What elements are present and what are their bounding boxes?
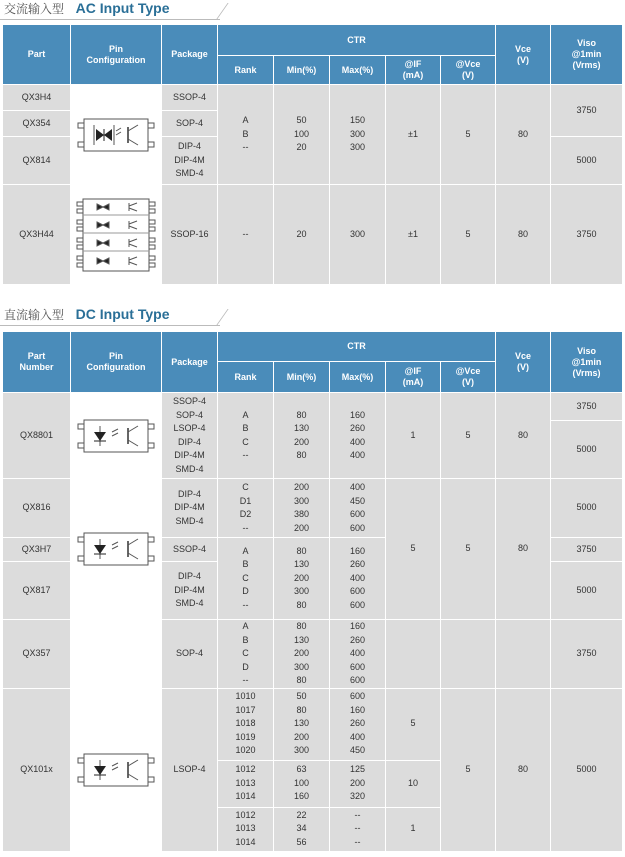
ac-pin-config-dip4 [71,85,162,185]
dc-part-qx8801: QX8801 [3,393,71,479]
ac-title-en: AC Input Type [75,0,170,16]
ac-part-qx354: QX354 [3,111,71,137]
dc-pin-config-qx357 [71,620,162,689]
ac-viso-3750: 3750 [551,85,623,137]
ac-min-group1: 50 100 20 [274,85,330,185]
dc-rank3-qx101x: 1012 1013 1014 [218,807,274,851]
ac-vce-at-group1: 5 [441,85,496,185]
dc-vce-at-qx357 [441,620,496,689]
dc-viso-qx3h7: 3750 [551,538,623,562]
dc-header-max: Max(%) [330,362,386,393]
dc-rank-group-3h7-817: A B C D -- [218,538,274,620]
ac-package-dip4: DIP-4 DIP-4M SMD-4 [162,137,218,185]
dc-header-min: Min(%) [274,362,330,393]
ac-title-cn: 交流输入型 [4,2,65,16]
ac-min-group2: 20 [274,185,330,285]
dc-max-qx816: 400 450 600 600 [330,479,386,538]
dc-title-en: DC Input Type [75,306,170,322]
ac-vce-group2: 80 [496,185,551,285]
ac-part-qx3h44: QX3H44 [3,185,71,285]
dc-min2-qx101x: 63 100 160 [274,760,330,807]
ac-header-min: Min(%) [274,56,330,85]
dc-max3-qx101x: -- -- -- [330,807,386,851]
dc-title-slash [216,309,228,325]
dc-title-cn: 直流输入型 [4,308,65,322]
ac-optocoupler-diagram-icon [76,115,156,155]
dc-viso-qx357: 3750 [551,620,623,689]
ac-header-max: Max(%) [330,56,386,85]
ac-header-package: Package [162,25,218,85]
dc-header-part: Part Number [3,332,71,393]
ac-rank-group2: -- [218,185,274,285]
ac-table [2,24,623,285]
ac-if-group2: ±1 [386,185,441,285]
dc-vce-qx8801: 80 [496,393,551,479]
dc-if-group-3h7-817: 5 [386,479,441,620]
ac-part-qx814: QX814 [3,137,71,185]
ac-header-vce: Vce (V) [496,25,551,85]
dc-pin-config-qx101x [71,688,162,851]
dc-pin-config-qx816-817 [71,479,162,620]
dc-max-group-3h7-817: 160 260 400 600 600 [330,538,386,620]
dc-vce-at-qx8801: 5 [441,393,496,479]
ac-quad-optocoupler-diagram-icon [75,195,157,275]
ac-header-rank: Rank [218,56,274,85]
dc-if2-qx101x: 10 [386,760,441,807]
ac-header-part: Part [3,25,71,85]
ac-viso-group2: 3750 [551,185,623,285]
dc-header-vce: Vce (V) [496,332,551,393]
dc-viso-qx8801-b: 5000 [551,421,623,479]
ac-title-slash [216,3,228,19]
dc-part-qx101x: QX101x [3,688,71,851]
dc-min-qx357: 80 130 200 300 80 [274,620,330,689]
dc-optocoupler-diagram-icon-3 [76,750,156,790]
ac-vce-at-group2: 5 [441,185,496,285]
dc-header-package: Package [162,332,218,393]
dc-viso-qx8801-a: 3750 [551,393,623,421]
ac-section-title [4,0,169,20]
dc-min-qx8801: 80 130 200 80 [274,393,330,479]
dc-viso-qx101x: 5000 [551,688,623,851]
dc-viso-qx816: 5000 [551,479,623,538]
ac-header-viso: Viso @1min (Vrms) [551,25,623,85]
ac-header-pin: Pin Configuration [71,25,162,85]
dc-part-qx357: QX357 [3,620,71,689]
dc-rank-qx8801: A B C -- [218,393,274,479]
dc-package-qx101x: LSOP-4 [162,688,218,851]
dc-optocoupler-diagram-icon-2 [76,529,156,569]
dc-section-title [4,306,169,326]
dc-vce-at-group-3h7-817: 5 [441,479,496,620]
dc-min1-qx101x: 50 80 130 200 300 [274,688,330,760]
dc-package-qx357: SOP-4 [162,620,218,689]
ac-package-ssop4: SSOP-4 [162,85,218,111]
dc-if-qx8801: 1 [386,393,441,479]
dc-max-qx8801: 160 260 400 400 [330,393,386,479]
ac-header-if: @IF (mA) [386,56,441,85]
dc-part-qx817: QX817 [3,562,71,620]
dc-min-qx816: 200 300 380 200 [274,479,330,538]
dc-part-qx816: QX816 [3,479,71,538]
dc-table [2,331,623,852]
dc-packages-qx817: DIP-4 DIP-4M SMD-4 [162,562,218,620]
dc-header-if: @IF (mA) [386,362,441,393]
dc-rank2-qx101x: 1012 1013 1014 [218,760,274,807]
dc-part-qx3h7: QX3H7 [3,538,71,562]
dc-vce-qx357 [496,620,551,689]
ac-package-ssop16: SSOP-16 [162,185,218,285]
dc-rank-qx357: A B C D -- [218,620,274,689]
ac-header-ctr: CTR [218,25,496,56]
dc-if1-qx101x: 5 [386,688,441,760]
dc-vce-group-3h7-817: 80 [496,479,551,620]
dc-min3-qx101x: 22 34 56 [274,807,330,851]
dc-max-qx357: 160 260 400 600 600 [330,620,386,689]
dc-viso-qx817: 5000 [551,562,623,620]
dc-header-rank: Rank [218,362,274,393]
ac-title-underline [0,19,220,20]
ac-part-qx3h4: QX3H4 [3,85,71,111]
dc-package-qx3h7: SSOP-4 [162,538,218,562]
dc-optocoupler-diagram-icon [76,416,156,456]
dc-header-vce-at: @Vce (V) [441,362,496,393]
dc-min-group-3h7-817: 80 130 200 300 80 [274,538,330,620]
dc-max1-qx101x: 600 160 260 400 450 [330,688,386,760]
ac-package-sop4: SOP-4 [162,111,218,137]
ac-max-group1: 150 300 300 [330,85,386,185]
ac-rank-group1: A B -- [218,85,274,185]
ac-viso-5000: 5000 [551,137,623,185]
ac-header-vce-at: @Vce (V) [441,56,496,85]
dc-vce-qx101x: 80 [496,688,551,851]
dc-title-underline [0,325,220,326]
ac-max-group2: 300 [330,185,386,285]
dc-header-viso: Viso @1min (Vrms) [551,332,623,393]
ac-pin-config-ssop16 [71,185,162,285]
dc-header-pin: Pin Configuration [71,332,162,393]
dc-packages-qx816: DIP-4 DIP-4M SMD-4 [162,479,218,538]
ac-vce-group1: 80 [496,85,551,185]
dc-if3-qx101x: 1 [386,807,441,851]
dc-pin-config-qx8801 [71,393,162,479]
dc-max2-qx101x: 125 200 320 [330,760,386,807]
dc-header-ctr: CTR [218,332,496,362]
dc-rank1-qx101x: 1010 1017 1018 1019 1020 [218,688,274,760]
dc-rank-qx816: C D1 D2 -- [218,479,274,538]
dc-vce-at-qx101x: 5 [441,688,496,851]
ac-if-group1: ±1 [386,85,441,185]
dc-packages-qx8801: SSOP-4 SOP-4 LSOP-4 DIP-4 DIP-4M SMD-4 [162,393,218,479]
dc-if-qx357 [386,620,441,689]
